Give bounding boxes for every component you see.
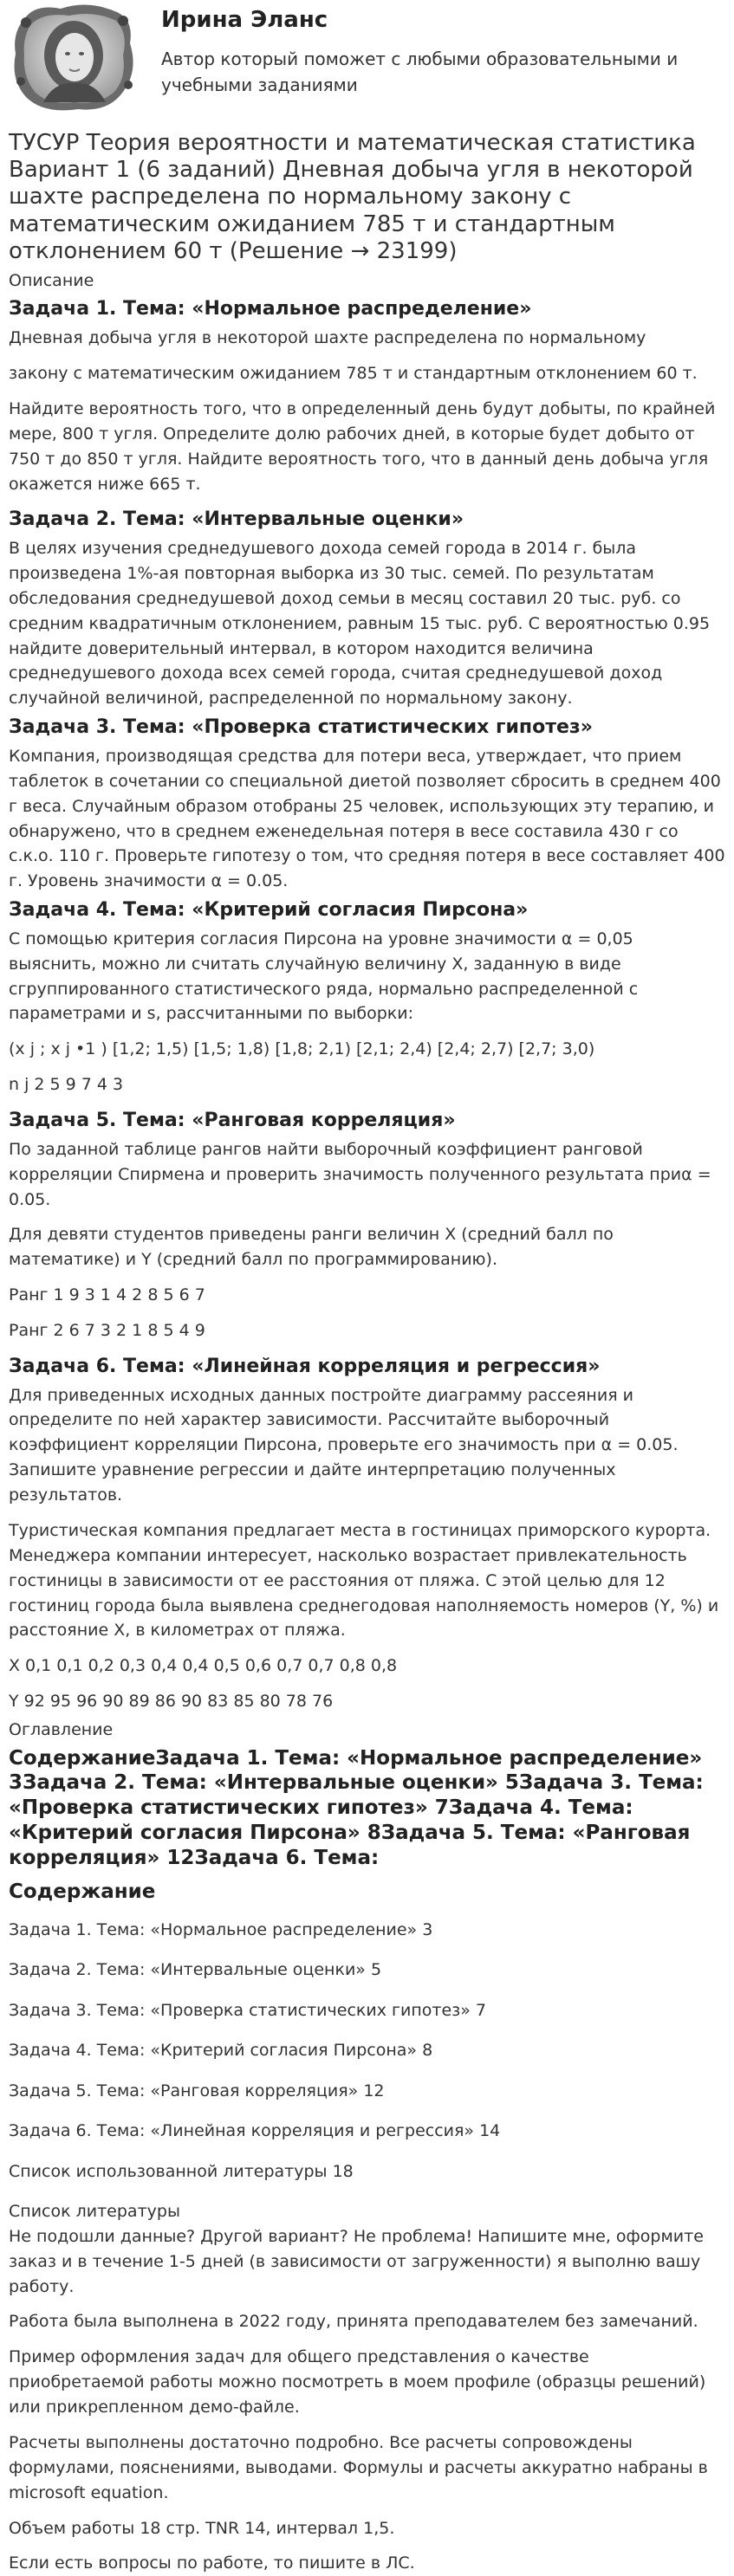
toc-item: Задача 6. Тема: «Линейная корреляция и регрессия» 14: [9, 2121, 501, 2141]
task-2-paragraph: В целях изучения среднедушевого дохода семей города в 2014 г. была произведена 1%-ая повторная выборка из 30 тыс. семей. По результатам обследования среднедушевой доход семьи в месяц составил 20 тыс. руб. со средним квадратичным отклонением, равным 15 тыс. руб. С вероятностью 0.95 найдите доверительный интервал, в котором находится величина среднедушевого дохода всех семей города, считая среднедушевой доход случайной величиной, распределенной по нормальному закону.: [9, 539, 711, 709]
task-6-paragraph: Туристическая компания предлагает места в гостиницах приморского курорта. Менеджера компании интересует, насколько возрастает привлекательность гостиницы в зависимости от ее расстояния от пляжа. С этой целью для 12 гостиниц города была выявлена среднегодовая наполняемость номеров (Y, %) и расстояние X, в километрах от пляжа.: [9, 1520, 719, 1641]
task-1-paragraph: Дневная добыча угля в некоторой шахте распределена по нормальному: [9, 328, 646, 348]
page-title: ТУСУР Теория вероятности и математическая статистика Вариант 1 (6 заданий) Дневная добыча угля в некоторой шахте распределена по нормальному закону с математическим ожиданием 785 т и стандартным отклонением 60 т (Решение → 23199): [9, 130, 696, 264]
avatar[interactable]: [9, 2, 139, 114]
task-1-paragraph: закону с математическим ожиданием 785 т и стандартным отклонением 60 т.: [9, 364, 698, 383]
task-5-rank-row-x: Ранг 1 9 3 1 4 2 8 5 6 7: [9, 1285, 205, 1305]
toc-item: Список использованной литературы 18: [9, 2161, 354, 2181]
closing-paragraph: Пример оформления задач для общего представления о качестве приобретаемой работы можно посмотреть в моем профиле (образцы решений) или прикрепленном демо-файле.: [9, 2347, 706, 2417]
task-5-rank-row-y: Ранг 2 6 7 3 2 1 8 5 4 9: [9, 1321, 205, 1340]
closing-paragraph: Объем работы 18 стр. TNR 14, интервал 1,5.: [9, 2518, 395, 2538]
task-5-paragraph: Для девяти студентов приведены ранги величин X (средний балл по математике) и Y (средний балл по программированию).: [9, 1225, 614, 1270]
toc-item: Задача 5. Тема: «Ранговая корреляция» 12: [9, 2081, 385, 2100]
task-5-paragraph: По заданной таблице рангов найти выборочный коэффициент ранговой корреляции Спирмена и проверить значимость полученного результата приα = 0.05.: [9, 1139, 711, 1209]
avatar-image: [9, 2, 139, 114]
task-4-paragraph: С помощью критерия согласия Пирсона на уровне значимости α = 0,05 выяснить, можно ли считать случайную величину X, заданную в виде сгруппированного статистического ряда, нормально распределенной с параметрами и s, рассчитанными по выборки:: [9, 929, 639, 1024]
toc-run-on: СодержаниеЗадача 1. Тема: «Нормальное распределение» 3Задача 2. Тема: «Интервальные оценки» 5Задача 3. Тема: «Проверка статистических гипотез» 7Задача 4. Тема: «Критерий согласия Пирсона» 8Задача 5. Тема: «Ранговая корреляция» 12Задача 6. Тема:: [9, 1746, 704, 1869]
task-6-y-row: Y 92 95 96 90 89 86 90 83 85 80 78 76: [9, 1692, 334, 1712]
task-4-heading: Задача 4. Тема: «Критерий согласия Пирсона»: [9, 899, 529, 922]
literature-label: Список литературы: [9, 2202, 180, 2222]
task-1-paragraph: Найдите вероятность того, что в определенный день будут добыты, по крайней мере, 800 т угля. Определите долю рабочих дней, в которые будет добыто от 750 т до 850 т угля. Найдите вероятность того, что в данный день добыча угля окажется ниже 665 т.: [9, 398, 716, 494]
closing-paragraph: Если есть вопросы по работе, то пишите в ЛС.: [9, 2553, 415, 2573]
author-card: [9, 0, 725, 121]
toc-item: Задача 2. Тема: «Интервальные оценки» 5: [9, 1960, 382, 1980]
task-3-heading: Задача 3. Тема: «Проверка статистических гипотез»: [9, 716, 593, 739]
task-3-paragraph: Компания, производящая средства для потери веса, утверждает, что прием таблеток в сочетании со специальной диетой позволяет сбросить в среднем 400 г веса. Случайным образом отобраны 25 человек, использующих эту терапию, и обнаружено, что в среднем еженедельная потеря в весе составила 430 г со с.к.о. 110 г. Проверьте гипотезу о том, что средняя потеря в весе составляет 400 г. Уровень значимости α = 0.05.: [9, 746, 725, 891]
toc-title: Содержание: [9, 1880, 156, 1904]
closing-paragraph: Расчеты выполнены достаточно подробно. Все расчеты сопровождены формулами, пояснениями, выводами. Формулы и расчеты аккуратно набраны в microsoft equation.: [9, 2432, 708, 2502]
task-5-heading: Задача 5. Тема: «Ранговая корреляция»: [9, 1110, 456, 1132]
author-description: Автор который поможет с любыми образовательными и учебными заданиями: [161, 49, 679, 96]
task-1-heading: Задача 1. Тема: «Нормальное распределение»: [9, 298, 532, 320]
task-6-x-row: X 0,1 0,1 0,2 0,3 0,4 0,4 0,5 0,6 0,7 0,7 0,8 0,8: [9, 1656, 398, 1676]
toc-label: Оглавление: [9, 1720, 114, 1740]
author-name[interactable]: Ирина Эланс: [161, 7, 328, 33]
closing-paragraph: Не подошли данные? Другой вариант? Не проблема! Напишите мне, оформите заказ и в течение 1-5 дней (в зависимости от загруженности) я выполню вашу работу.: [9, 2226, 704, 2296]
task-4-frequencies-row: n j 2 5 9 7 4 3: [9, 1075, 124, 1095]
description-label: Описание: [9, 270, 94, 290]
author-info: [139, 2, 681, 98]
toc-item: Задача 4. Тема: «Критерий согласия Пирсона» 8: [9, 2041, 433, 2061]
task-2-heading: Задача 2. Тема: «Интервальные оценки»: [9, 508, 464, 531]
task-6-paragraph: Для приведенных исходных данных постройте диаграмму рассеяния и определите по ней характер зависимости. Рассчитайте выборочный коэффициент корреляции Пирсона, проверьте его значимость при α = 0.05. Запишите уравнение регрессии и дайте интерпретацию полученных результатов.: [9, 1385, 679, 1505]
closing-paragraph: Работа была выполнена в 2022 году, принята преподавателем без замечаний.: [9, 2312, 698, 2332]
task-6-heading: Задача 6. Тема: «Линейная корреляция и регрессия»: [9, 1355, 601, 1377]
task-4-intervals-row: (x j ; x j •1 ) [1,2; 1,5) [1,5; 1,8) [1,8; 2,1) [2,1; 2,4) [2,4; 2,7) [2,7; 3,0): [9, 1039, 595, 1059]
toc-item: Задача 1. Тема: «Нормальное распределение» 3: [9, 1919, 433, 1939]
toc-item: Задача 3. Тема: «Проверка статистических гипотез» 7: [9, 2000, 486, 2020]
